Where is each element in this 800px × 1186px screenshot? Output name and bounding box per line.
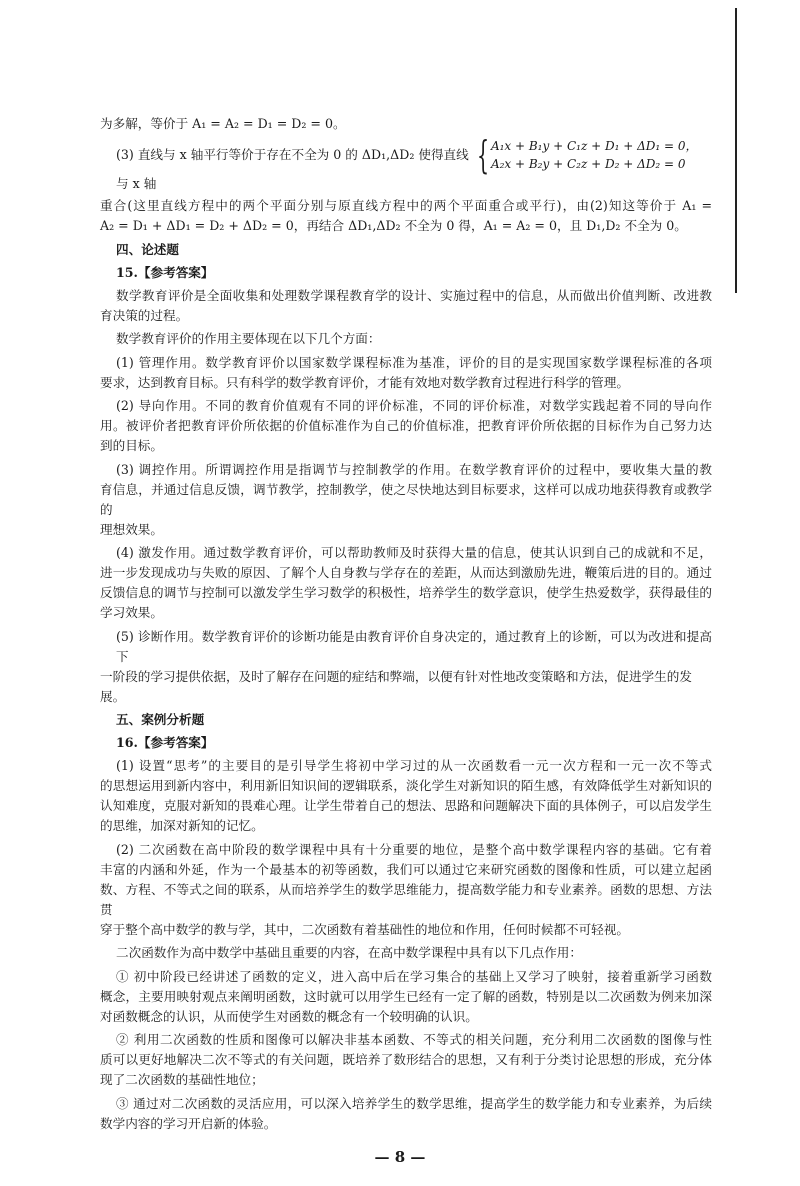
paragraph-line: 用。被评价者把教育评价所依据的价值标准作为自己的价值标准，把教育评价所依据的目标作为自己努力达 — [100, 418, 712, 433]
paragraph-line: 对函数概念的认识，从而使学生对函数的概念有一个较明确的认识。 — [100, 1008, 478, 1024]
paragraph — [100, 943, 712, 963]
paragraph — [100, 1094, 712, 1134]
paragraph-line: 反馈信息的调节与控制可以激发学生学习数学的积极性，培养学生的数学意识，使学生热爱数学，获得最佳的 — [100, 585, 712, 600]
page-body — [100, 114, 712, 1134]
equation-2: A₂x + B₂y + C₂z + D₂ + ΔD₂ = 0 — [490, 157, 686, 171]
paragraph-line: 数学教育评价的作用主要体现在以下几个方面： — [116, 331, 381, 346]
paragraph-line: 学习效果。 — [100, 605, 163, 620]
paragraph-line: 二次函数作为高中数学中基础且重要的内容，在高中数学课程中具有以下几点作用： — [116, 945, 582, 960]
intro-line: 重合(这里直线方程中的两个平面分别与原直线方程中的两个平面重合或平行)，由(2)知这等价于 A₁ = — [100, 198, 712, 213]
intro-line: 为多解，等价于 A₁ = A₂ = D₁ = D₂ = 0。 — [100, 116, 346, 131]
answer-blocks — [100, 240, 712, 1134]
intro-line: A₂ = D₁ + ΔD₁ = D₂ + ΔD₂ = 0，再结合 ΔD₁,ΔD₂ 不全为 0 得，A₁ = A₂ = 0，且 D₁,D₂ 不全为 0。 — [100, 218, 687, 233]
section-heading: 15.【参考答案】 — [116, 264, 214, 280]
paragraph-line: 育信息，并通过信息反馈，调节教学，控制教学，使之尽快地达到目标要求，这样可以成功地获得教育或教学的 — [100, 481, 712, 517]
paragraph — [100, 1030, 712, 1090]
paragraph-line: ① 初中阶段已经讲述了函数的定义，进入高中后在学习集合的基础上又学习了映射，接着重新学习函数 — [116, 968, 712, 984]
paragraph — [100, 460, 712, 540]
paragraph-line: (5) 诊断作用。数学教育评价的诊断功能是由教育评价自身决定的，通过教育上的诊断，可以为改进和提高下 — [116, 628, 712, 664]
line-equation-system — [471, 133, 698, 177]
paragraph-line: 要求，达到教育目标。只有科学的数学教育评价，才能有效地对数学教育过程进行科学的管理。 — [100, 374, 629, 390]
paragraph-line: 到的目标。 — [100, 438, 163, 453]
paragraph-line: 的思想运用到新内容中，利用新旧知识间的逻辑联系，淡化学生对新知识的陌生感，有效降低学生对新知识的 — [100, 778, 712, 793]
section-heading: 四、论述题 — [116, 241, 179, 257]
paragraph-line: (4) 激发作用。通过数学教育评价，可以帮助教师及时获得大量的信息，使其认识到自己的成就和不足， — [116, 545, 712, 560]
paragraph-line: 穿于整个高中数学的教与学，其中，二次函数有着基础性的地位和作用，任何时候都不可轻视。 — [100, 921, 629, 937]
paragraph-line: ② 利用二次函数的性质和图像可以解决非基本函数、不等式的相关问题，充分利用二次函数的图像与性 — [116, 1032, 712, 1047]
paragraph — [100, 543, 712, 623]
paragraph-line: ③ 通过对二次函数的灵活应用，可以深入培养学生的数学思维，提高学生的数学能力和专业素养，为后续 — [116, 1095, 712, 1111]
paragraph-line: 数学内容的学习开启新的体验。 — [100, 1115, 277, 1131]
paragraph-line: (2) 二次函数在高中阶段的数学课程中具有十分重要的地位，是整个高中数学课程内容的基础。它有着 — [116, 841, 712, 857]
paragraph — [100, 353, 712, 393]
paragraph — [100, 840, 712, 940]
paragraph-line: 进一步发现成功与失败的原因、了解个人自身教与学存在的差距，从而达到激励先进，鞭策后进的目的。通过 — [100, 565, 712, 580]
paragraph — [100, 967, 712, 1027]
item-3-text: (3) 直线与 x 轴平行等价于存在不全为 0 的 ΔD₁,ΔD₂ 使得直线 — [116, 147, 469, 162]
paragraph-line: 概念，主要用映射观点来阐明函数，这时就可以用学生已经有一定了解的函数，特别是以二次函数为例来加深 — [100, 988, 712, 1004]
paragraph-line: 质可以更好地解决二次不等式的有关问题，既培养了数形结合的思想，又有利于分类讨论思想的形成，充分体 — [100, 1052, 712, 1067]
paragraph-line: 理想效果。 — [100, 521, 163, 537]
paragraph-line: 丰富的内涵和外延，作为一个最基本的初等函数，我们可以通过它来研究函数的图像和性质，可以建立起函 — [100, 861, 712, 877]
brace-symbol: { — [476, 133, 489, 177]
item-3-tail: 与 x 轴 — [116, 176, 157, 191]
paragraph-line: 育决策的过程。 — [100, 307, 189, 323]
section-heading: 五、案例分析题 — [116, 712, 205, 727]
paragraph — [100, 756, 712, 836]
paragraph-line: 数学教育评价是全面收集和处理数学课程教育学的设计、实施过程中的信息，从而做出价值判断、改进教 — [116, 287, 712, 303]
equation-1: A₁x + B₁y + C₁z + D₁ + ΔD₁ = 0， — [490, 139, 698, 153]
paragraph — [100, 396, 712, 456]
section-heading: 16.【参考答案】 — [116, 735, 214, 750]
paragraph-line: (1) 管理作用。数学教育评价以国家数学课程标准为基准，评价的目的是实现国家数学课程标准的各项 — [116, 354, 712, 370]
paragraph-line: 的思维，加深对新知的记忆。 — [100, 818, 264, 833]
paragraph — [100, 627, 712, 707]
paragraph-line: (2) 导向作用。不同的教育价值观有不同的评价标准，不同的评价标准，对数学实践起着不同的导向作 — [116, 398, 712, 413]
paragraph-line: 认知难度，克服对新知的畏难心理。让学生带着自己的想法、思路和问题解决下面的具体例子，可以启发学生 — [100, 798, 712, 813]
paragraph-line: 一阶段的学习提供依据，及时了解存在问题的症结和弊端，以便有针对性地改变策略和方法，促进学生的发展。 — [100, 668, 692, 704]
paragraph-line: 现了二次函数的基础性地位； — [100, 1072, 264, 1087]
item-3-equation-line — [100, 133, 712, 194]
page-number: — 8 — — [374, 1147, 426, 1166]
paragraph-line: 数、方程、不等式之间的联系，从而培养学生的数学思维能力，提高数学能力和专业素养。函数的思想、方法贯 — [100, 881, 712, 917]
paragraph-line: (3) 调控作用。所谓调控作用是指调节与控制教学的作用。在数学教育评价的过程中，要收集大量的教 — [116, 461, 712, 477]
paragraph — [100, 286, 712, 326]
paragraph — [100, 329, 712, 349]
scan-border-line — [735, 8, 737, 293]
paragraph-line: (1) 设置“思考”的主要目的是引导学生将初中学习过的从一次函数看一元一次方程和一元一次不等式 — [116, 758, 712, 773]
